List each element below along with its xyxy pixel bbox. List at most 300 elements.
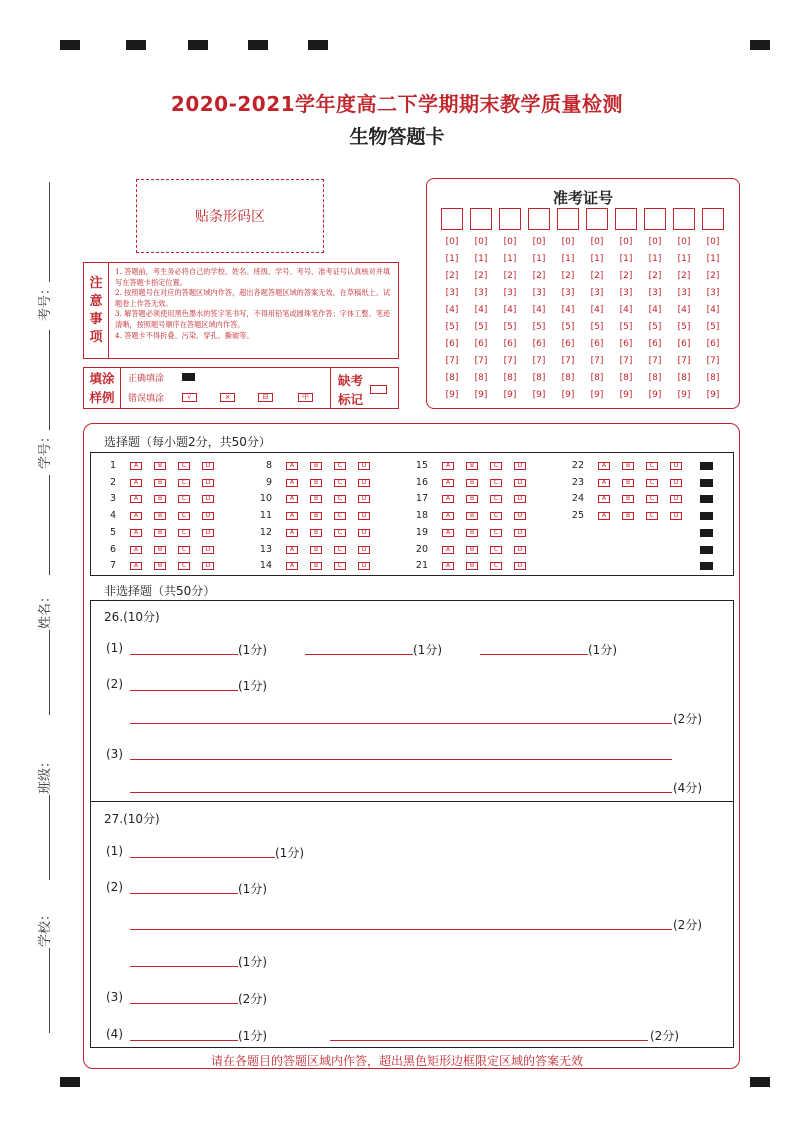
q27-p2-answer-line-1[interactable] bbox=[130, 893, 238, 894]
mc-option-bubble[interactable]: B bbox=[310, 562, 322, 570]
mc-option-bubble[interactable]: C bbox=[178, 512, 190, 520]
mc-option-bubble[interactable]: C bbox=[646, 495, 658, 503]
mc-option-bubble[interactable]: A bbox=[442, 562, 454, 570]
mc-option-bubble[interactable]: A bbox=[286, 562, 298, 570]
mc-option-bubble[interactable]: D bbox=[202, 512, 214, 520]
admission-digit-bubble[interactable]: [6] bbox=[532, 339, 546, 349]
timing-mark bbox=[700, 495, 713, 503]
mc-option-bubble[interactable]: C bbox=[178, 462, 190, 470]
admission-digit-bubble[interactable]: [0] bbox=[503, 237, 517, 247]
mc-question-number: 1 bbox=[109, 460, 116, 471]
mc-option-bubble[interactable]: C bbox=[178, 495, 190, 503]
mc-option-bubble[interactable]: A bbox=[286, 546, 298, 554]
mc-option-bubble[interactable]: A bbox=[130, 562, 142, 570]
mc-option-bubble[interactable]: C bbox=[334, 462, 346, 470]
admission-digit-bubble[interactable]: [1] bbox=[590, 254, 604, 264]
page-title: 2020-2021学年度高二下学期期末教学质量检测 bbox=[170, 92, 624, 116]
q26-title: 26.(10分) bbox=[104, 610, 160, 624]
mc-option-bubble[interactable]: A bbox=[442, 529, 454, 537]
mc-option-bubble[interactable]: B bbox=[154, 479, 166, 487]
mc-option-bubble[interactable]: B bbox=[466, 562, 478, 570]
mc-option-bubble[interactable]: C bbox=[490, 495, 502, 503]
absent-mark-box[interactable] bbox=[370, 385, 387, 394]
admission-digit-bubble[interactable]: [0] bbox=[706, 237, 720, 247]
admission-digit-bubble[interactable]: [8] bbox=[532, 373, 546, 383]
barcode-label: 贴条形码区 bbox=[195, 209, 265, 225]
registration-mark bbox=[126, 40, 146, 50]
admission-digit-bubble[interactable]: [1] bbox=[561, 254, 575, 264]
mc-option-bubble[interactable]: A bbox=[130, 512, 142, 520]
admission-digit-bubble[interactable]: [9] bbox=[619, 390, 633, 400]
admission-digit-bubble[interactable]: [4] bbox=[503, 305, 517, 315]
notice-item: 3. 解答题必须使用黑色墨水的签字笔书写，不得用铅笔或圆珠笔作答；字体工整、笔迹清晰，按照题号顺序在答题区域内作答。 bbox=[115, 309, 391, 329]
side-line bbox=[49, 475, 50, 575]
admission-digit-bubble[interactable]: [7] bbox=[706, 356, 720, 366]
mc-option-bubble[interactable]: B bbox=[310, 462, 322, 470]
correct-fill-mark bbox=[182, 373, 195, 381]
admission-digit-bubble[interactable]: [5] bbox=[532, 322, 546, 332]
mc-option-bubble[interactable]: A bbox=[130, 495, 142, 503]
mc-option-bubble[interactable]: C bbox=[178, 529, 190, 537]
mc-option-bubble[interactable]: B bbox=[310, 479, 322, 487]
mc-option-bubble[interactable]: D bbox=[670, 462, 682, 470]
admission-digit-box[interactable] bbox=[615, 208, 637, 230]
fill-sample-box bbox=[83, 367, 399, 409]
q27-p1-answer-line[interactable] bbox=[130, 857, 275, 858]
admission-digit-bubble[interactable]: [6] bbox=[648, 339, 662, 349]
admission-digit-box[interactable] bbox=[528, 208, 550, 230]
admission-digit-bubble[interactable]: [7] bbox=[561, 356, 575, 366]
admission-digit-bubble[interactable]: [0] bbox=[677, 237, 691, 247]
admission-digit-bubble[interactable]: [9] bbox=[561, 390, 575, 400]
mc-option-bubble[interactable]: B bbox=[310, 495, 322, 503]
admission-digit-bubble[interactable]: [3] bbox=[532, 288, 546, 298]
mc-option-bubble[interactable]: A bbox=[286, 529, 298, 537]
mc-question-number: 5 bbox=[109, 526, 116, 538]
mc-option-bubble[interactable]: C bbox=[646, 479, 658, 487]
admission-digit-bubble[interactable]: [4] bbox=[677, 305, 691, 315]
admission-digit-bubble[interactable]: [8] bbox=[561, 373, 575, 383]
mc-option-bubble[interactable]: B bbox=[310, 529, 322, 537]
admission-digit-bubble[interactable]: [7] bbox=[619, 356, 633, 366]
mc-option-bubble[interactable]: D bbox=[514, 546, 526, 554]
admission-digit-bubble[interactable]: [5] bbox=[561, 322, 575, 332]
sidebar-field-student-no: 学号： bbox=[38, 429, 54, 470]
mc-option-bubble[interactable]: D bbox=[202, 546, 214, 554]
mc-option-bubble[interactable]: B bbox=[154, 495, 166, 503]
admission-digit-bubble[interactable]: [1] bbox=[532, 254, 546, 264]
mc-option-bubble[interactable]: B bbox=[154, 562, 166, 570]
mc-option-bubble[interactable]: D bbox=[358, 495, 370, 503]
admission-digit-bubble[interactable]: [3] bbox=[677, 288, 691, 298]
mc-option-bubble[interactable]: A bbox=[442, 462, 454, 470]
mc-option-bubble[interactable]: D bbox=[514, 495, 526, 503]
admission-digit-bubble[interactable]: [2] bbox=[503, 271, 517, 281]
admission-digit-bubble[interactable]: [6] bbox=[561, 339, 575, 349]
footer-note: 请在各题目的答题区域内作答，超出黑色矩形边框限定区域的答案无效 bbox=[210, 1054, 583, 1068]
admission-digit-bubble[interactable]: [5] bbox=[503, 322, 517, 332]
side-line bbox=[49, 948, 50, 1033]
admission-digit-box[interactable] bbox=[499, 208, 521, 230]
mc-option-bubble[interactable]: D bbox=[514, 529, 526, 537]
sidebar-field-exam-no: 考号： bbox=[38, 281, 54, 322]
mc-option-bubble[interactable]: B bbox=[622, 479, 634, 487]
notice-label: 注 意 事 项 bbox=[84, 263, 109, 358]
mc-option-bubble[interactable]: A bbox=[442, 512, 454, 520]
admission-digit-bubble[interactable]: [3] bbox=[561, 288, 575, 298]
mc-question-number: 14 bbox=[259, 560, 272, 572]
admission-digit-bubble[interactable]: [1] bbox=[445, 254, 459, 264]
q27-p2-answer-line-2[interactable] bbox=[130, 929, 672, 930]
registration-mark bbox=[60, 40, 80, 50]
admission-digit-bubble[interactable]: [1] bbox=[677, 254, 691, 264]
timing-mark bbox=[700, 512, 713, 520]
admission-digit-bubble[interactable]: [6] bbox=[445, 339, 459, 349]
q27-p4-answer-line-1[interactable] bbox=[130, 1040, 238, 1041]
admission-digit-bubble[interactable]: [2] bbox=[561, 271, 575, 281]
mc-option-bubble[interactable]: D bbox=[670, 495, 682, 503]
admission-digit-bubble[interactable]: [5] bbox=[706, 322, 720, 332]
q26-p1-answer-line-3[interactable] bbox=[480, 654, 588, 655]
admission-digit-bubble[interactable]: [2] bbox=[677, 271, 691, 281]
mc-option-bubble[interactable]: C bbox=[646, 462, 658, 470]
mc-option-bubble[interactable]: A bbox=[598, 495, 610, 503]
admission-digit-bubble[interactable]: [4] bbox=[561, 305, 575, 315]
sidebar-field-class: 班级： bbox=[38, 754, 54, 795]
mc-option-bubble[interactable]: B bbox=[466, 495, 478, 503]
admission-digit-bubble[interactable]: [4] bbox=[619, 305, 633, 315]
mc-option-bubble[interactable]: A bbox=[286, 512, 298, 520]
mc-option-bubble[interactable]: A bbox=[130, 529, 142, 537]
admission-digit-box[interactable] bbox=[557, 208, 579, 230]
mc-option-bubble[interactable]: B bbox=[154, 546, 166, 554]
admission-digit-box[interactable] bbox=[702, 208, 724, 230]
admission-digit-bubble[interactable]: [3] bbox=[503, 288, 517, 298]
timing-mark bbox=[700, 479, 713, 487]
mc-option-bubble[interactable]: B bbox=[310, 512, 322, 520]
admission-digit-bubble[interactable]: [3] bbox=[619, 288, 633, 298]
admission-digit-bubble[interactable]: [9] bbox=[648, 390, 662, 400]
admission-digit-bubble[interactable]: [6] bbox=[677, 339, 691, 349]
q27-title: 27.(10分) bbox=[104, 812, 160, 826]
mc-option-bubble[interactable]: B bbox=[154, 462, 166, 470]
admission-digit-bubble[interactable]: [6] bbox=[474, 339, 488, 349]
admission-digit-bubble[interactable]: [3] bbox=[590, 288, 604, 298]
wrong-fill-check-icon: √ bbox=[182, 393, 197, 402]
mc-option-bubble[interactable]: B bbox=[622, 462, 634, 470]
admission-digit-bubble[interactable]: [7] bbox=[503, 356, 517, 366]
registration-mark bbox=[750, 1077, 770, 1087]
mc-option-bubble[interactable]: B bbox=[466, 529, 478, 537]
admission-digit-bubble[interactable]: [9] bbox=[503, 390, 517, 400]
q26-p2-answer-line-2[interactable] bbox=[130, 723, 672, 724]
admission-digit-bubble[interactable]: [8] bbox=[503, 373, 517, 383]
sidebar-field-name: 姓名： bbox=[38, 589, 54, 630]
q26-p1-answer-line-2[interactable] bbox=[305, 654, 413, 655]
mc-question-number: 22 bbox=[571, 460, 584, 471]
admission-digit-bubble[interactable]: [7] bbox=[590, 356, 604, 366]
mc-option-bubble[interactable]: C bbox=[178, 562, 190, 570]
q26-p2-label: (2) bbox=[106, 677, 123, 691]
mc-question-number: 3 bbox=[109, 493, 116, 505]
side-line bbox=[49, 330, 50, 430]
q27-p2-score-2: (2分) bbox=[673, 918, 702, 932]
mc-option-bubble[interactable]: C bbox=[334, 495, 346, 503]
admission-digit-bubble[interactable]: [1] bbox=[503, 254, 517, 264]
admission-digit-box[interactable] bbox=[470, 208, 492, 230]
admission-digit-bubble[interactable]: [0] bbox=[561, 237, 575, 247]
mc-option-bubble[interactable]: C bbox=[490, 462, 502, 470]
mc-option-bubble[interactable]: C bbox=[490, 529, 502, 537]
mc-option-bubble[interactable]: A bbox=[130, 462, 142, 470]
registration-mark bbox=[248, 40, 268, 50]
admission-digit-bubble[interactable]: [6] bbox=[619, 339, 633, 349]
q27-p4-answer-line-2[interactable] bbox=[330, 1040, 648, 1041]
mc-option-bubble[interactable]: D bbox=[358, 562, 370, 570]
admission-digit-box[interactable] bbox=[644, 208, 666, 230]
registration-mark bbox=[60, 1077, 80, 1087]
mc-option-bubble[interactable]: B bbox=[154, 512, 166, 520]
admission-digit-bubble[interactable]: [3] bbox=[648, 288, 662, 298]
mc-question-number: 17 bbox=[415, 493, 428, 505]
admission-digit-bubble[interactable]: [7] bbox=[474, 356, 488, 366]
timing-mark bbox=[700, 462, 713, 470]
q26-p1-answer-line-1[interactable] bbox=[130, 654, 238, 655]
admission-digit-bubble[interactable]: [9] bbox=[590, 390, 604, 400]
q26-p3-answer-line-1[interactable] bbox=[130, 759, 672, 760]
mc-option-bubble[interactable]: C bbox=[490, 546, 502, 554]
admission-digit-bubble[interactable]: [1] bbox=[474, 254, 488, 264]
q27-p2-label: (2) bbox=[106, 880, 123, 894]
q27-p4-score-1: (1分) bbox=[238, 1029, 267, 1043]
admission-digit-bubble[interactable]: [0] bbox=[532, 237, 546, 247]
timing-mark bbox=[700, 529, 713, 537]
q27-p4-score-2: (2分) bbox=[650, 1029, 679, 1043]
mc-option-bubble[interactable]: D bbox=[358, 462, 370, 470]
admission-digit-bubble[interactable]: [0] bbox=[445, 237, 459, 247]
q27-p4-label: (4) bbox=[106, 1027, 123, 1041]
admission-digit-bubble[interactable]: [4] bbox=[474, 305, 488, 315]
divider bbox=[330, 368, 331, 408]
q27-p3-label: (3) bbox=[106, 990, 123, 1004]
mc-option-bubble[interactable]: B bbox=[466, 546, 478, 554]
mc-question-number: 21 bbox=[415, 560, 428, 572]
admission-digit-bubble[interactable]: [0] bbox=[474, 237, 488, 247]
notice-item: 4. 答题卡不得折叠、污染、穿孔、撕破等。 bbox=[115, 330, 254, 340]
wrong-fill-label: 错误填涂 bbox=[128, 394, 165, 404]
mc-option-bubble[interactable]: A bbox=[598, 462, 610, 470]
q27-p2-answer-line-3[interactable] bbox=[130, 966, 238, 967]
mc-option-bubble[interactable]: C bbox=[334, 529, 346, 537]
admission-digit-bubble[interactable]: [6] bbox=[706, 339, 720, 349]
mc-option-bubble[interactable]: D bbox=[358, 479, 370, 487]
admission-digit-bubble[interactable]: [1] bbox=[706, 254, 720, 264]
mc-option-bubble[interactable]: B bbox=[622, 512, 634, 520]
mc-option-bubble[interactable]: C bbox=[334, 479, 346, 487]
mc-option-bubble[interactable]: B bbox=[154, 529, 166, 537]
notice-body bbox=[109, 263, 398, 358]
admission-digit-bubble[interactable]: [9] bbox=[677, 390, 691, 400]
q26-p2-score-1: (1分) bbox=[238, 679, 267, 693]
mc-option-bubble[interactable]: C bbox=[334, 562, 346, 570]
mc-question-number: 7 bbox=[109, 560, 116, 572]
admission-digit-box[interactable] bbox=[586, 208, 608, 230]
admission-digit-bubble[interactable]: [6] bbox=[590, 339, 604, 349]
side-line bbox=[49, 182, 50, 282]
mc-option-bubble[interactable]: D bbox=[202, 562, 214, 570]
side-line bbox=[49, 630, 50, 715]
admission-digit-bubble[interactable]: [1] bbox=[619, 254, 633, 264]
mc-option-bubble[interactable]: B bbox=[466, 462, 478, 470]
mc-option-bubble[interactable]: C bbox=[178, 546, 190, 554]
mc-option-bubble[interactable]: D bbox=[202, 479, 214, 487]
admission-digit-bubble[interactable]: [7] bbox=[532, 356, 546, 366]
admission-digit-bubble[interactable]: [5] bbox=[677, 322, 691, 332]
admission-digit-box[interactable] bbox=[673, 208, 695, 230]
q27-p3-answer-line[interactable] bbox=[130, 1003, 238, 1004]
admission-digit-bubble[interactable]: [4] bbox=[648, 305, 662, 315]
admission-digit-bubble[interactable]: [4] bbox=[445, 305, 459, 315]
mc-option-bubble[interactable]: A bbox=[130, 546, 142, 554]
mc-option-bubble[interactable]: D bbox=[202, 495, 214, 503]
admission-digit-bubble[interactable]: [2] bbox=[706, 271, 720, 281]
mc-option-bubble[interactable]: C bbox=[646, 512, 658, 520]
mc-question-number: 15 bbox=[415, 460, 428, 471]
admission-digit-bubble[interactable]: [8] bbox=[590, 373, 604, 383]
admission-digit-bubble[interactable]: [2] bbox=[532, 271, 546, 281]
mc-question-number: 13 bbox=[259, 543, 272, 555]
admission-digit-bubble[interactable]: [7] bbox=[648, 356, 662, 366]
admission-digit-bubble[interactable]: [8] bbox=[677, 373, 691, 383]
mc-option-bubble[interactable]: A bbox=[598, 479, 610, 487]
mc-option-bubble[interactable]: C bbox=[490, 562, 502, 570]
admission-digit-bubble[interactable]: [8] bbox=[706, 373, 720, 383]
mc-option-bubble[interactable]: A bbox=[286, 495, 298, 503]
mc-option-bubble[interactable]: A bbox=[286, 462, 298, 470]
mc-option-bubble[interactable]: C bbox=[490, 512, 502, 520]
mc-option-bubble[interactable]: D bbox=[514, 562, 526, 570]
mc-question-number: 9 bbox=[265, 476, 272, 488]
mc-option-bubble[interactable]: D bbox=[670, 512, 682, 520]
q27-p2-score-1: (1分) bbox=[238, 882, 267, 896]
admission-digit-bubble[interactable]: [5] bbox=[648, 322, 662, 332]
mc-question-number: 6 bbox=[109, 543, 116, 555]
q26-box bbox=[90, 600, 734, 802]
admission-digit-bubble[interactable]: [0] bbox=[590, 237, 604, 247]
admission-digit-bubble[interactable]: [7] bbox=[677, 356, 691, 366]
absent-label: 缺考 标记 bbox=[338, 373, 364, 407]
sidebar-field-school: 学校： bbox=[38, 907, 54, 948]
wrong-fill-line-icon: 中 bbox=[298, 393, 313, 402]
mc-option-bubble[interactable]: A bbox=[442, 546, 454, 554]
mc-option-bubble[interactable]: A bbox=[442, 479, 454, 487]
admission-digit-bubble[interactable]: [5] bbox=[590, 322, 604, 332]
admission-digit-bubble[interactable]: [3] bbox=[445, 288, 459, 298]
mc-question-number: 16 bbox=[415, 476, 428, 488]
mc-question-number: 20 bbox=[415, 543, 428, 555]
admission-digit-bubble[interactable]: [3] bbox=[474, 288, 488, 298]
q27-p1-label: (1) bbox=[106, 844, 123, 858]
mc-question-number: 23 bbox=[571, 476, 584, 488]
mc-option-bubble[interactable]: D bbox=[358, 529, 370, 537]
admission-digit-bubble[interactable]: [2] bbox=[648, 271, 662, 281]
registration-mark bbox=[308, 40, 328, 50]
timing-mark bbox=[700, 562, 713, 570]
mc-option-bubble[interactable]: D bbox=[202, 462, 214, 470]
mc-option-bubble[interactable]: D bbox=[514, 462, 526, 470]
admission-digit-bubble[interactable]: [9] bbox=[706, 390, 720, 400]
admission-digit-box[interactable] bbox=[441, 208, 463, 230]
q26-p3-answer-line-2[interactable] bbox=[130, 792, 672, 793]
admission-digit-bubble[interactable]: [4] bbox=[590, 305, 604, 315]
mc-option-bubble[interactable]: B bbox=[466, 479, 478, 487]
mc-option-bubble[interactable]: A bbox=[598, 512, 610, 520]
mc-option-bubble[interactable]: D bbox=[358, 512, 370, 520]
correct-fill-label: 正确填涂 bbox=[128, 374, 165, 384]
admission-digit-bubble[interactable]: [0] bbox=[619, 237, 633, 247]
mc-question-number: 19 bbox=[415, 526, 428, 538]
admission-digit-bubble[interactable]: [9] bbox=[445, 390, 459, 400]
mc-option-bubble[interactable]: C bbox=[178, 479, 190, 487]
admission-digit-bubble[interactable]: [0] bbox=[648, 237, 662, 247]
admission-digit-bubble[interactable]: [2] bbox=[474, 271, 488, 281]
mc-option-bubble[interactable]: A bbox=[442, 495, 454, 503]
mc-question-number: 11 bbox=[259, 510, 272, 522]
q26-p2-answer-line-1[interactable] bbox=[130, 690, 238, 691]
registration-mark bbox=[188, 40, 208, 50]
admission-digit-bubble[interactable]: [2] bbox=[445, 271, 459, 281]
admission-digit-bubble[interactable]: [2] bbox=[590, 271, 604, 281]
mc-option-bubble[interactable]: D bbox=[670, 479, 682, 487]
mc-option-bubble[interactable]: C bbox=[334, 546, 346, 554]
mc-option-bubble[interactable]: C bbox=[490, 479, 502, 487]
admission-digit-bubble[interactable]: [3] bbox=[706, 288, 720, 298]
admission-digit-bubble[interactable]: [4] bbox=[706, 305, 720, 315]
admission-digit-bubble[interactable]: [5] bbox=[445, 322, 459, 332]
q26-p1-score-2: (1分) bbox=[413, 643, 442, 657]
mc-option-bubble[interactable]: B bbox=[310, 546, 322, 554]
mc-option-bubble[interactable]: A bbox=[286, 479, 298, 487]
admission-digit-bubble[interactable]: [8] bbox=[619, 373, 633, 383]
admission-digit-bubble[interactable]: [1] bbox=[648, 254, 662, 264]
notice-box bbox=[83, 262, 399, 359]
admission-digit-bubble[interactable]: [5] bbox=[619, 322, 633, 332]
mc-option-bubble[interactable]: C bbox=[334, 512, 346, 520]
admission-digit-bubble[interactable]: [2] bbox=[619, 271, 633, 281]
admission-digit-bubble[interactable]: [5] bbox=[474, 322, 488, 332]
admission-digit-bubble[interactable]: [9] bbox=[474, 390, 488, 400]
admission-digit-bubble[interactable]: [4] bbox=[532, 305, 546, 315]
mc-question-number: 8 bbox=[265, 460, 272, 471]
admission-digit-bubble[interactable]: [8] bbox=[474, 373, 488, 383]
mc-option-bubble[interactable]: D bbox=[514, 512, 526, 520]
timing-mark bbox=[700, 546, 713, 554]
mc-option-bubble[interactable]: D bbox=[202, 529, 214, 537]
admission-digit-bubble[interactable]: [9] bbox=[532, 390, 546, 400]
admission-digit-bubble[interactable]: [8] bbox=[445, 373, 459, 383]
admission-digit-bubble[interactable]: [7] bbox=[445, 356, 459, 366]
mc-option-bubble[interactable]: B bbox=[622, 495, 634, 503]
side-line bbox=[49, 795, 50, 880]
admission-digit-bubble[interactable]: [8] bbox=[648, 373, 662, 383]
mc-option-bubble[interactable]: D bbox=[514, 479, 526, 487]
mc-option-bubble[interactable]: D bbox=[358, 546, 370, 554]
mc-option-bubble[interactable]: B bbox=[466, 512, 478, 520]
q26-p3-label: (3) bbox=[106, 747, 123, 761]
mc-option-bubble[interactable]: A bbox=[130, 479, 142, 487]
q26-p1-score-1: (1分) bbox=[238, 643, 267, 657]
admission-digit-bubble[interactable]: [6] bbox=[503, 339, 517, 349]
